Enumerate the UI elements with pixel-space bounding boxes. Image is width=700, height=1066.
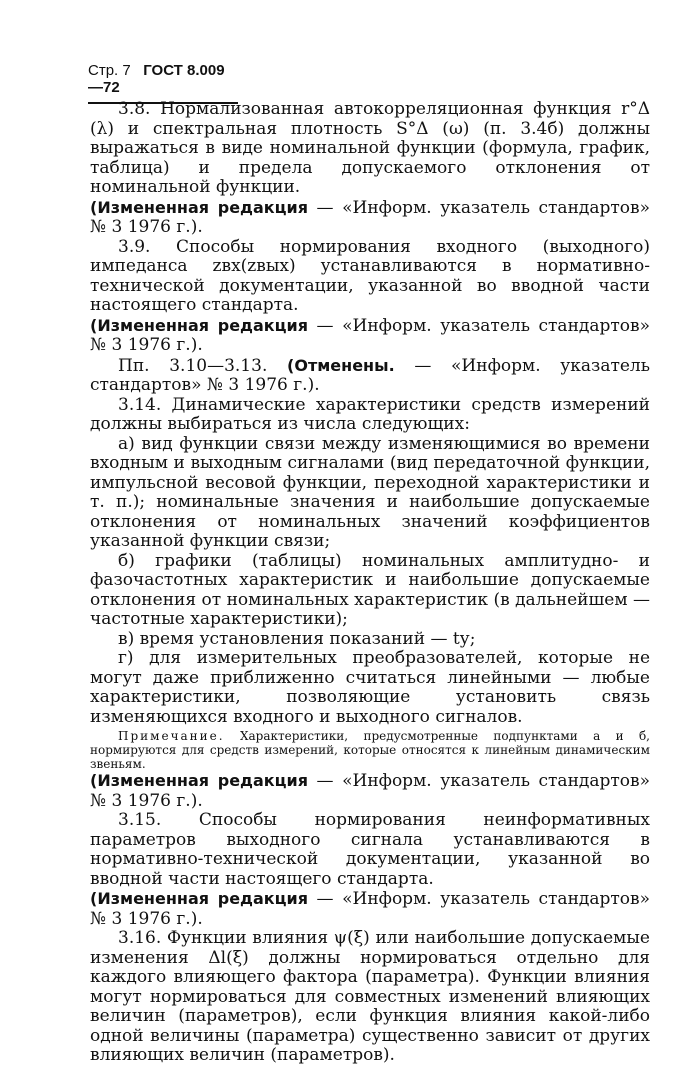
item-g: г) для измерительных преобразователей, которые не могут даже приближенно считаться линейными — любые характеристики, позволяющие установить связь изменяющихся входного и выходного сигналов. — [90, 648, 650, 727]
note-label: Примечание. — [118, 729, 225, 743]
edition-ref: — «Информ. указатель стандартов» № 3 1976 г.). — [90, 315, 650, 355]
section-3-9: 3.9. Способы нормирования входного (выходного) импеданса zвх(zвых) устанавливаются в нормативно-технической документации, указанной во вводной части настоящего стандарта. — [90, 236, 650, 315]
edition-ref: — «Информ. указатель стандартов» № 3 1976 г.). — [90, 889, 650, 929]
section-3-16: 3.16. Функции влияния ψ(ξ) или наибольшие допускаемые изменения Δl(ξ) должны нормироваться отдельно для каждого влияющего фактора (параметра). Функции влияния могут нормироваться для совместных изменений влияющих величин (параметров), если функция влияния какой-либо одной величины (параметра) существенно зависит от других влияющих величин (параметров). — [90, 928, 650, 1065]
item-a: а) вид функции связи между изменяющимися во времени входным и выходным сигналами (вид передаточной функции, импульсной весовой функции, переходной характеристики и т. п.); номинальные значения и наибольшие допускаемые отклонения от номинальных значений коэффициентов указанной функции связи; — [90, 433, 650, 551]
edition-note — [90, 771, 650, 811]
page-header — [88, 62, 238, 104]
section-3-8: 3.8. Нормализованная автокорреляционная функция r°Δ (λ) и спектральная плотность S°Δ (ω) (п. 3.4б) должны выражаться в виде номинальной функции (формула, график, таблица) и предела допускаемого отклонения от номинальной функции. — [90, 99, 650, 197]
edition-label: (Измененная редакция — [90, 771, 308, 790]
page-number: Стр. 7 — [88, 62, 131, 79]
note-text: Характеристики, предусмотренные подпунктами а и б, нормируются для средств измерений, которые относятся к линейным динамическим звеньям. — [90, 729, 650, 771]
section-3-15: 3.15. Способы нормирования неинформативных параметров выходного сигнала устанавливаются в нормативно-технической документации, указанной во вводной части настоящего стандарта. — [90, 810, 650, 889]
document-body — [90, 100, 650, 1066]
section-3-14: 3.14. Динамические характеристики средств измерений должны выбираться из числа следующих: — [90, 394, 650, 434]
edition-note — [90, 198, 650, 238]
standard-number: ГОСТ 8.009—72 — [88, 62, 225, 96]
note — [90, 729, 650, 771]
edition-label: (Измененная редакция — [90, 197, 308, 217]
edition-note — [90, 889, 650, 929]
edition-label: (Измененная редакция — [90, 315, 308, 335]
item-v: в) время установления показаний — tу; — [118, 628, 476, 649]
cancelled-ref: — «Информ. указатель стандартов» № 3 1976 г.). — [90, 355, 650, 395]
edition-label: (Измененная редакция — [90, 889, 308, 908]
sections-3-10-3-13 — [90, 356, 650, 396]
item-b: б) графики (таблицы) номинальных амплитудно- и фазочастотных характеристик и наибольшие допускаемые отклонения от номинальных характеристик (в дальнейшем — частотные характеристики); — [90, 550, 650, 629]
cancelled-sections: Пп. 3.10—3.13. — [118, 355, 288, 376]
edition-note — [90, 316, 650, 356]
edition-ref: — «Информ. указатель стандартов» № 3 1976 г.). — [90, 771, 650, 811]
edition-ref: — «Информ. указатель стандартов» № 3 1976 г.). — [90, 197, 650, 237]
cancelled-label: (Отменены. — [287, 355, 395, 375]
